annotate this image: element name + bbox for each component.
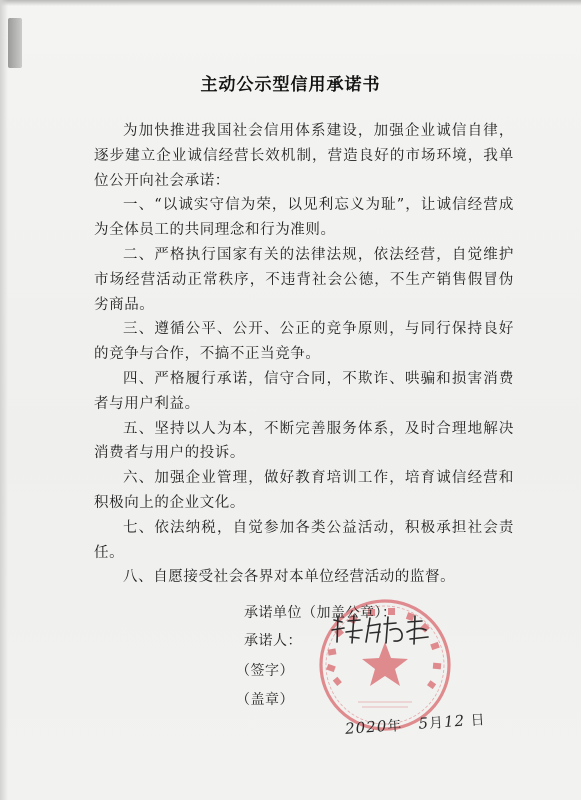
paragraph-item-7: 七、依法纳税，自觉参加各类公益活动，积极承担社会责任。: [94, 519, 514, 561]
paragraph-item-8: 八、自愿接受社会各界对本单位经营活动的监督。: [123, 569, 456, 586]
promising-unit-label: 承诺单位（加盖公章）：: [244, 605, 397, 621]
scan-edge-left: [0, 0, 8, 800]
paragraph-item-1: 一、“以诚实守信为荣，以见利忘义为耻”，让诚信经营成为全体员工的共同理念和行为准则。: [94, 197, 514, 239]
paragraph-intro: 为加快推进我国社会信用体系建设，加强企业诚信自律，逐步建立企业诚信经营长效机制，营造良好的市场环境，我单位公开向社会承诺：: [94, 123, 514, 189]
date-month: 5: [417, 714, 430, 733]
paragraph-item-2: 二、严格执行国家有关的法律法规，依法经营，自觉维护市场经营活动正常秩序，不违背社会公德，不生产销售假冒伪劣商品。: [94, 246, 514, 313]
date-day-char: 日: [470, 712, 487, 730]
date-month-char: 月: [428, 715, 445, 733]
paragraph-item-6: 六、加强企业管理，做好教育培训工作，培育诚信经营和积极向上的企业文化。: [94, 470, 514, 511]
seal-note: （盖章）: [236, 692, 294, 708]
document-body: [94, 119, 514, 590]
date-year: 2020: [344, 716, 388, 738]
date-year-char: 年: [386, 717, 403, 735]
document-title: 主动公示型信用承诺书: [200, 75, 381, 95]
binder-clip-mark: [8, 18, 22, 68]
paragraph-item-4: 四、严格履行承诺，信守合同，不欺诈、哄骗和损害消费者与用户利益。: [94, 370, 514, 412]
scan-edge-top: [0, 0, 581, 6]
date-day: 12: [443, 711, 466, 731]
paragraph-item-5: 五、坚持以人为本，不断完善服务体系，及时合理地解决消费者与用户的投诉。: [94, 420, 514, 462]
signature-note: （签字）: [236, 663, 294, 679]
promisor-label: 承诺人：: [244, 633, 302, 649]
paragraph-item-3: 三、遵循公平、公开、公正的竞争原则，与同行保持良好的竞争与合作，不搞不正当竞争。: [94, 321, 514, 363]
